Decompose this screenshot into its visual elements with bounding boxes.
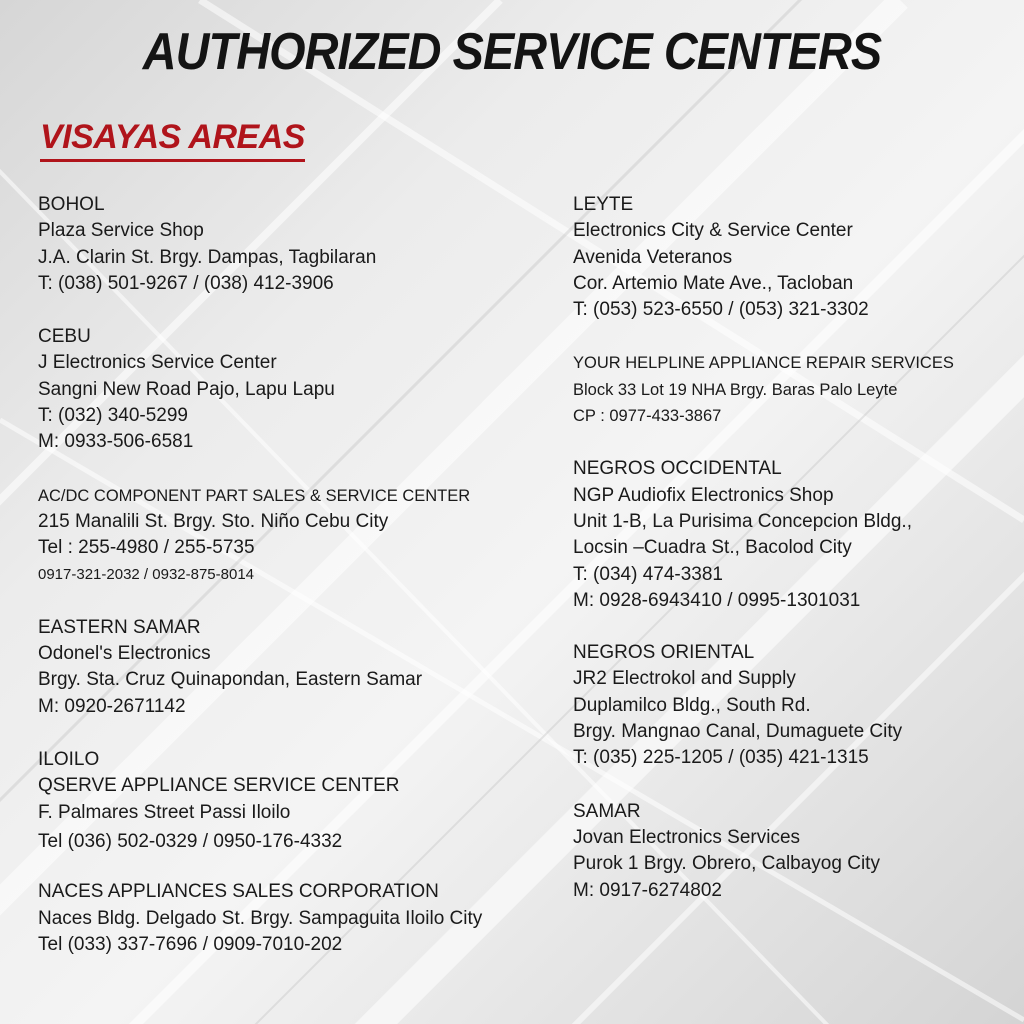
address-line: F. Palmares Street Passi Iloilo <box>38 801 291 823</box>
service-center-entry <box>38 879 538 958</box>
address-line: Brgy. Sta. Cruz Quinapondan, Eastern Samar <box>38 669 423 691</box>
phone-line: T: (032) 340-5299 <box>38 405 188 427</box>
shop-name: Electronics City & Service Center <box>573 220 853 242</box>
address-line: Avenida Veteranos <box>573 246 733 268</box>
address-line: Sangni New Road Pajo, Lapu Lapu <box>38 378 335 400</box>
province-label: LEYTE <box>573 194 634 215</box>
shop-name: Jovan Electronics Services <box>573 826 801 848</box>
service-center-entry <box>573 456 1023 614</box>
address-line: Locsin –Cuadra St., Bacolod City <box>573 537 852 559</box>
right-column <box>573 192 1023 904</box>
phone-line: T: (034) 474-3381 <box>573 563 723 585</box>
address-line: Cor. Artemio Mate Ave., Tacloban <box>573 272 854 294</box>
phone-line: Tel : 255-4980 / 255-5735 <box>38 537 255 559</box>
shop-name: AC/DC COMPONENT PART SALES & SERVICE CENTER <box>38 486 471 505</box>
shop-name: J Electronics Service Center <box>38 352 277 374</box>
mobile-line: CP : 0977-433-3867 <box>573 407 722 426</box>
phone-line: Tel (033) 337-7696 / 0909-7010-202 <box>38 933 343 955</box>
province-label: ILOILO <box>38 749 100 771</box>
province-label: BOHOL <box>38 194 105 215</box>
region-heading: VISAYAS AREAS <box>40 118 305 162</box>
province-label: NEGROS OCCIDENTAL <box>573 458 782 480</box>
service-center-entry <box>573 799 1023 904</box>
shop-name: Plaza Service Shop <box>38 220 204 242</box>
mobile-line: M: 0917-6274802 <box>573 879 722 901</box>
address-line: J.A. Clarin St. Brgy. Dampas, Tagbilaran <box>38 246 377 268</box>
shop-name: NACES APPLIANCES SALES CORPORATION <box>38 881 439 903</box>
service-center-entry <box>573 350 1023 429</box>
address-line: Purok 1 Brgy. Obrero, Calbayog City <box>573 853 880 875</box>
service-center-entry <box>38 747 538 855</box>
mobile-line: M: 0933-506-6581 <box>38 431 194 453</box>
service-center-entry <box>38 483 538 588</box>
mobile-line: M: 0928-6943410 / 0995-1301031 <box>573 589 861 611</box>
shop-name: Odonel's Electronics <box>38 643 211 665</box>
mobile-line: M: 0920-2671142 <box>38 695 186 717</box>
address-line: 215 Manalili St. Brgy. Sto. Niño Cebu City <box>38 510 389 532</box>
left-column <box>38 192 538 958</box>
shop-name: YOUR HELPLINE APPLIANCE REPAIR SERVICES <box>573 354 954 373</box>
phone-line: T: (038) 501-9267 / (038) 412-3906 <box>38 272 334 294</box>
mobile-line: 0917-321-2032 / 0932-875-8014 <box>38 565 255 583</box>
address-line: Naces Bldg. Delgado St. Brgy. Sampaguita Iloilo City <box>38 907 483 929</box>
shop-name: QSERVE APPLIANCE SERVICE CENTER <box>38 775 400 797</box>
province-label: CEBU <box>38 326 91 348</box>
phone-line: Tel (036) 502-0329 / 0950-176-4332 <box>38 830 343 852</box>
service-center-entry <box>38 615 538 720</box>
address-line: Block 33 Lot 19 NHA Brgy. Baras Palo Leyte <box>573 380 898 399</box>
address-line: Duplamilco Bldg., South Rd. <box>573 694 811 716</box>
phone-line: T: (035) 225-1205 / (035) 421-1315 <box>573 747 869 769</box>
province-label: SAMAR <box>573 800 641 822</box>
shop-name: JR2 Electrokol and Supply <box>573 668 796 690</box>
province-label: EASTERN SAMAR <box>38 616 201 638</box>
address-line: Unit 1-B, La Purisima Concepcion Bldg., <box>573 510 912 532</box>
phone-line: T: (053) 523-6550 / (053) 321-3302 <box>573 299 869 321</box>
province-label: NEGROS ORIENTAL <box>573 642 755 664</box>
page-title: AUTHORIZED SERVICE CENTERS <box>142 23 882 81</box>
shop-name: NGP Audiofix Electronics Shop <box>573 484 834 506</box>
service-center-entry <box>573 640 1023 771</box>
service-center-entry <box>38 324 538 455</box>
address-line: Brgy. Mangnao Canal, Dumaguete City <box>573 721 903 743</box>
service-center-entry <box>573 192 1023 323</box>
service-center-entry <box>38 192 538 297</box>
